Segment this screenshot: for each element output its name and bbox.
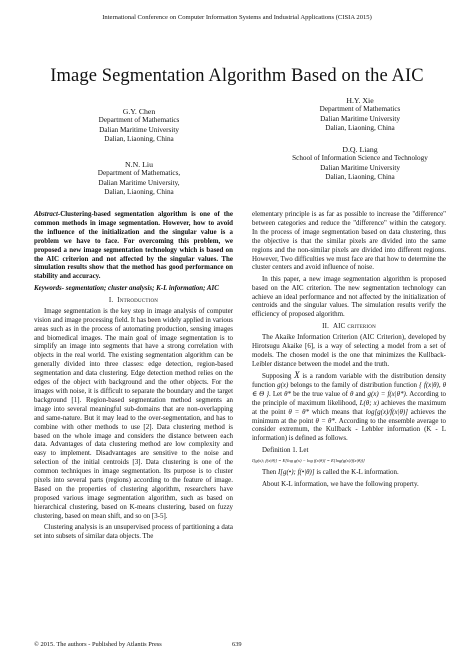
- text-run: and: [353, 389, 368, 398]
- author-block-xie: [285, 96, 435, 133]
- section-heading-introduction: [34, 296, 233, 305]
- math-expression: log[g(x)/f(x|θ)]: [365, 407, 408, 416]
- text-run: Then: [262, 468, 278, 477]
- text-run: . According to the ensemble average to consider extremum, the Kullback - Lehbler information (K - L information) is defined as follows.: [252, 416, 446, 443]
- page-number: 639: [232, 641, 242, 648]
- text-run: belongs to the family of distribution function: [288, 380, 420, 389]
- abstract-text: Clustering-based segmentation algorithm is one of the common methods in image segmentation. However, how to avoid the influence of the initialization and the singular value is a problem we have to face. For overcoming this problem, we proposed a new image segmentation technology which is based on the AIC criterion and not affected by the singular values. The simulation results show that the method has good performance on stability and accuracy.: [34, 210, 233, 281]
- math-expression: θ = θ*: [315, 416, 335, 425]
- author-name: N.N. Liu: [125, 160, 153, 169]
- definition-label: Definition 1. Let: [262, 445, 309, 454]
- math-symbol: θ: [349, 389, 354, 398]
- author-affiliation: Dalian, Liaoning, China: [325, 172, 395, 181]
- text-run: achieves the maximum at the point: [252, 398, 446, 416]
- author-name: D.Q. Liang: [342, 145, 378, 154]
- author-affiliation: School of Information Science and Technology: [292, 154, 428, 163]
- section-title: Introduction: [117, 295, 159, 304]
- text-run: be the true value of: [291, 389, 350, 398]
- author-affiliation: Dalian Maritime University: [320, 114, 400, 123]
- author-affiliation: Dalian, Liaoning, China: [325, 123, 395, 132]
- author-affiliation: Dalian, Liaoning, China: [104, 134, 174, 143]
- author-name: H.Y. Xie: [346, 96, 374, 105]
- paper-title: Image Segmentation Algorithm Based on the AIC: [50, 66, 424, 86]
- text-run: achieves the minimum at the point: [252, 407, 446, 425]
- abstract: [34, 210, 233, 281]
- body-paragraph: Clustering analysis is an unsupervised process of partitioning a data set into subsets of similar data objects. The: [34, 522, 233, 540]
- copyright-footer: © 2015. The authors - Published by Atlantis Press: [34, 641, 162, 648]
- abstract-label: Abstract-: [34, 210, 61, 218]
- section-title: AIC criterion: [332, 321, 376, 330]
- body-paragraph: The Akaike Information Criterion (AIC Criterion), developed by Hirotsugu Akaike [6], is a way of selecting a model from a set of models. The chosen model is the one that minimizes the Kullback-Leibler distance between the model and the truth.: [252, 332, 446, 368]
- body-paragraph: About K-L information, we have the following property.: [262, 479, 419, 488]
- author-affiliation: Department of Mathematics: [319, 105, 401, 114]
- body-paragraph: Image segmentation is the key step in image analysis of computer vision and image processing field. It has been widely applied in various areas such as in the process of automating production, sensing images and biomedical images. The main goal of image segmentation is to simplify an image into segments that have a strong correlation with objects in the real world. The existing segmentation algorithm can be generally divided into three classes: edge detection, region-based segmentation and data clustering. Edge detection method relies on the edges of the object with background and the other objects. For the images with noise, it is difficult to separate the boundary and the target background [1]. Region-based segmentation method segments an image into several meaningful sub-domains that are non-overlapping and same-nature. But it may lead to the over-segmentation, and has to combine with other methods to use [2]. Data clustering method is based on the whole image and considers the distance between each data. Advantages of data clustering method are low complexity and easy to implement. Disadvantages are sensitive to the noise and selection of the initial centroids [3]. Data clustering is one of the common techniques in image segmentation. Its purpose is to cluster pixels into several parts (regions) according to the feature of image. Based on the properties of clustering algorithm, researchers have proposed various image segmentation algorithm, such as based on hierarchical clustering, based on K-means clustering, based on fuzzy clustering, based on mean shift, and so on [3-5].: [34, 306, 233, 520]
- math-expression: g(x): [277, 380, 289, 389]
- math-expression: L(θ; x): [359, 398, 380, 407]
- keywords-text: segmentation; cluster analysis; K-L information; AIC: [64, 284, 219, 293]
- author-affiliation: Department of Mathematics: [98, 116, 180, 125]
- kl-equation: I[g(x); f(x|θ)] = E[log g(x) − log f(x|θ)] = E[log(g(x)/f(x|θ))]: [252, 457, 365, 463]
- body-paragraph-math: [252, 371, 446, 443]
- conference-header: International Conference on Computer Information Systems and Industrial Applications (CISIA 2015): [102, 14, 372, 21]
- author-affiliation: Dalian Maritime University,: [98, 178, 180, 187]
- author-affiliation: Dalian Maritime University: [320, 163, 400, 172]
- math-symbol: θ*: [284, 389, 292, 398]
- author-affiliation: Dalian Maritime University: [99, 125, 179, 134]
- text-run: . Let: [269, 389, 285, 398]
- author-block-chen: [64, 107, 214, 144]
- math-expression: I[g(•); f(•|θ)]: [278, 468, 315, 477]
- section-number: I.: [108, 295, 114, 304]
- left-column: [34, 210, 233, 543]
- keywords: [34, 284, 233, 293]
- text-run: Supposing: [262, 371, 295, 380]
- right-column: [252, 210, 446, 491]
- math-expression: θ = θ*: [288, 407, 310, 416]
- text-run: is called the K-L information.: [314, 468, 399, 477]
- text-run: which means that: [309, 407, 366, 416]
- author-affiliation: Department of Mathematics,: [97, 169, 181, 178]
- math-expression: g(x) = f(x|θ*): [367, 389, 406, 398]
- author-affiliation: Dalian, Liaoning, China: [104, 187, 174, 196]
- author-name: G.Y. Chen: [122, 107, 156, 116]
- body-paragraph: In this paper, a new image segmentation algorithm is proposed based on the AIC criterion. The new segmentation technology can achieve an ideal performance and not affected by the initialization of centroids and the singular values. The simulation results verify the efficiency of proposed algorithm.: [252, 274, 446, 319]
- section-heading-aic: [252, 322, 446, 331]
- keywords-label: Keywords-: [34, 284, 65, 293]
- body-paragraph: elementary principle is as far as possible to increase the "difference" between categories and reduce the "difference" within the category. In the process of image segmentation based on data clustering, thus the objective is that the similar pixels are divided into the same regions and the non-similar pixels are divided into different regions. However, Two difficulties we must face are that how to determine the cluster centers and avoid influence of noise.: [252, 210, 446, 272]
- math-symbol: X: [294, 369, 300, 380]
- body-paragraph-math: [252, 468, 446, 477]
- section-number: II.: [322, 321, 330, 330]
- author-block-liang: [268, 145, 452, 182]
- text-run: is a random variable with the distribution density function: [252, 371, 446, 389]
- author-block-liu: [64, 160, 214, 197]
- math-expression: { f(x|θ), θ ∈ Θ }: [252, 380, 447, 398]
- text-run: . According to the principle of maximum likelihood,: [252, 389, 446, 407]
